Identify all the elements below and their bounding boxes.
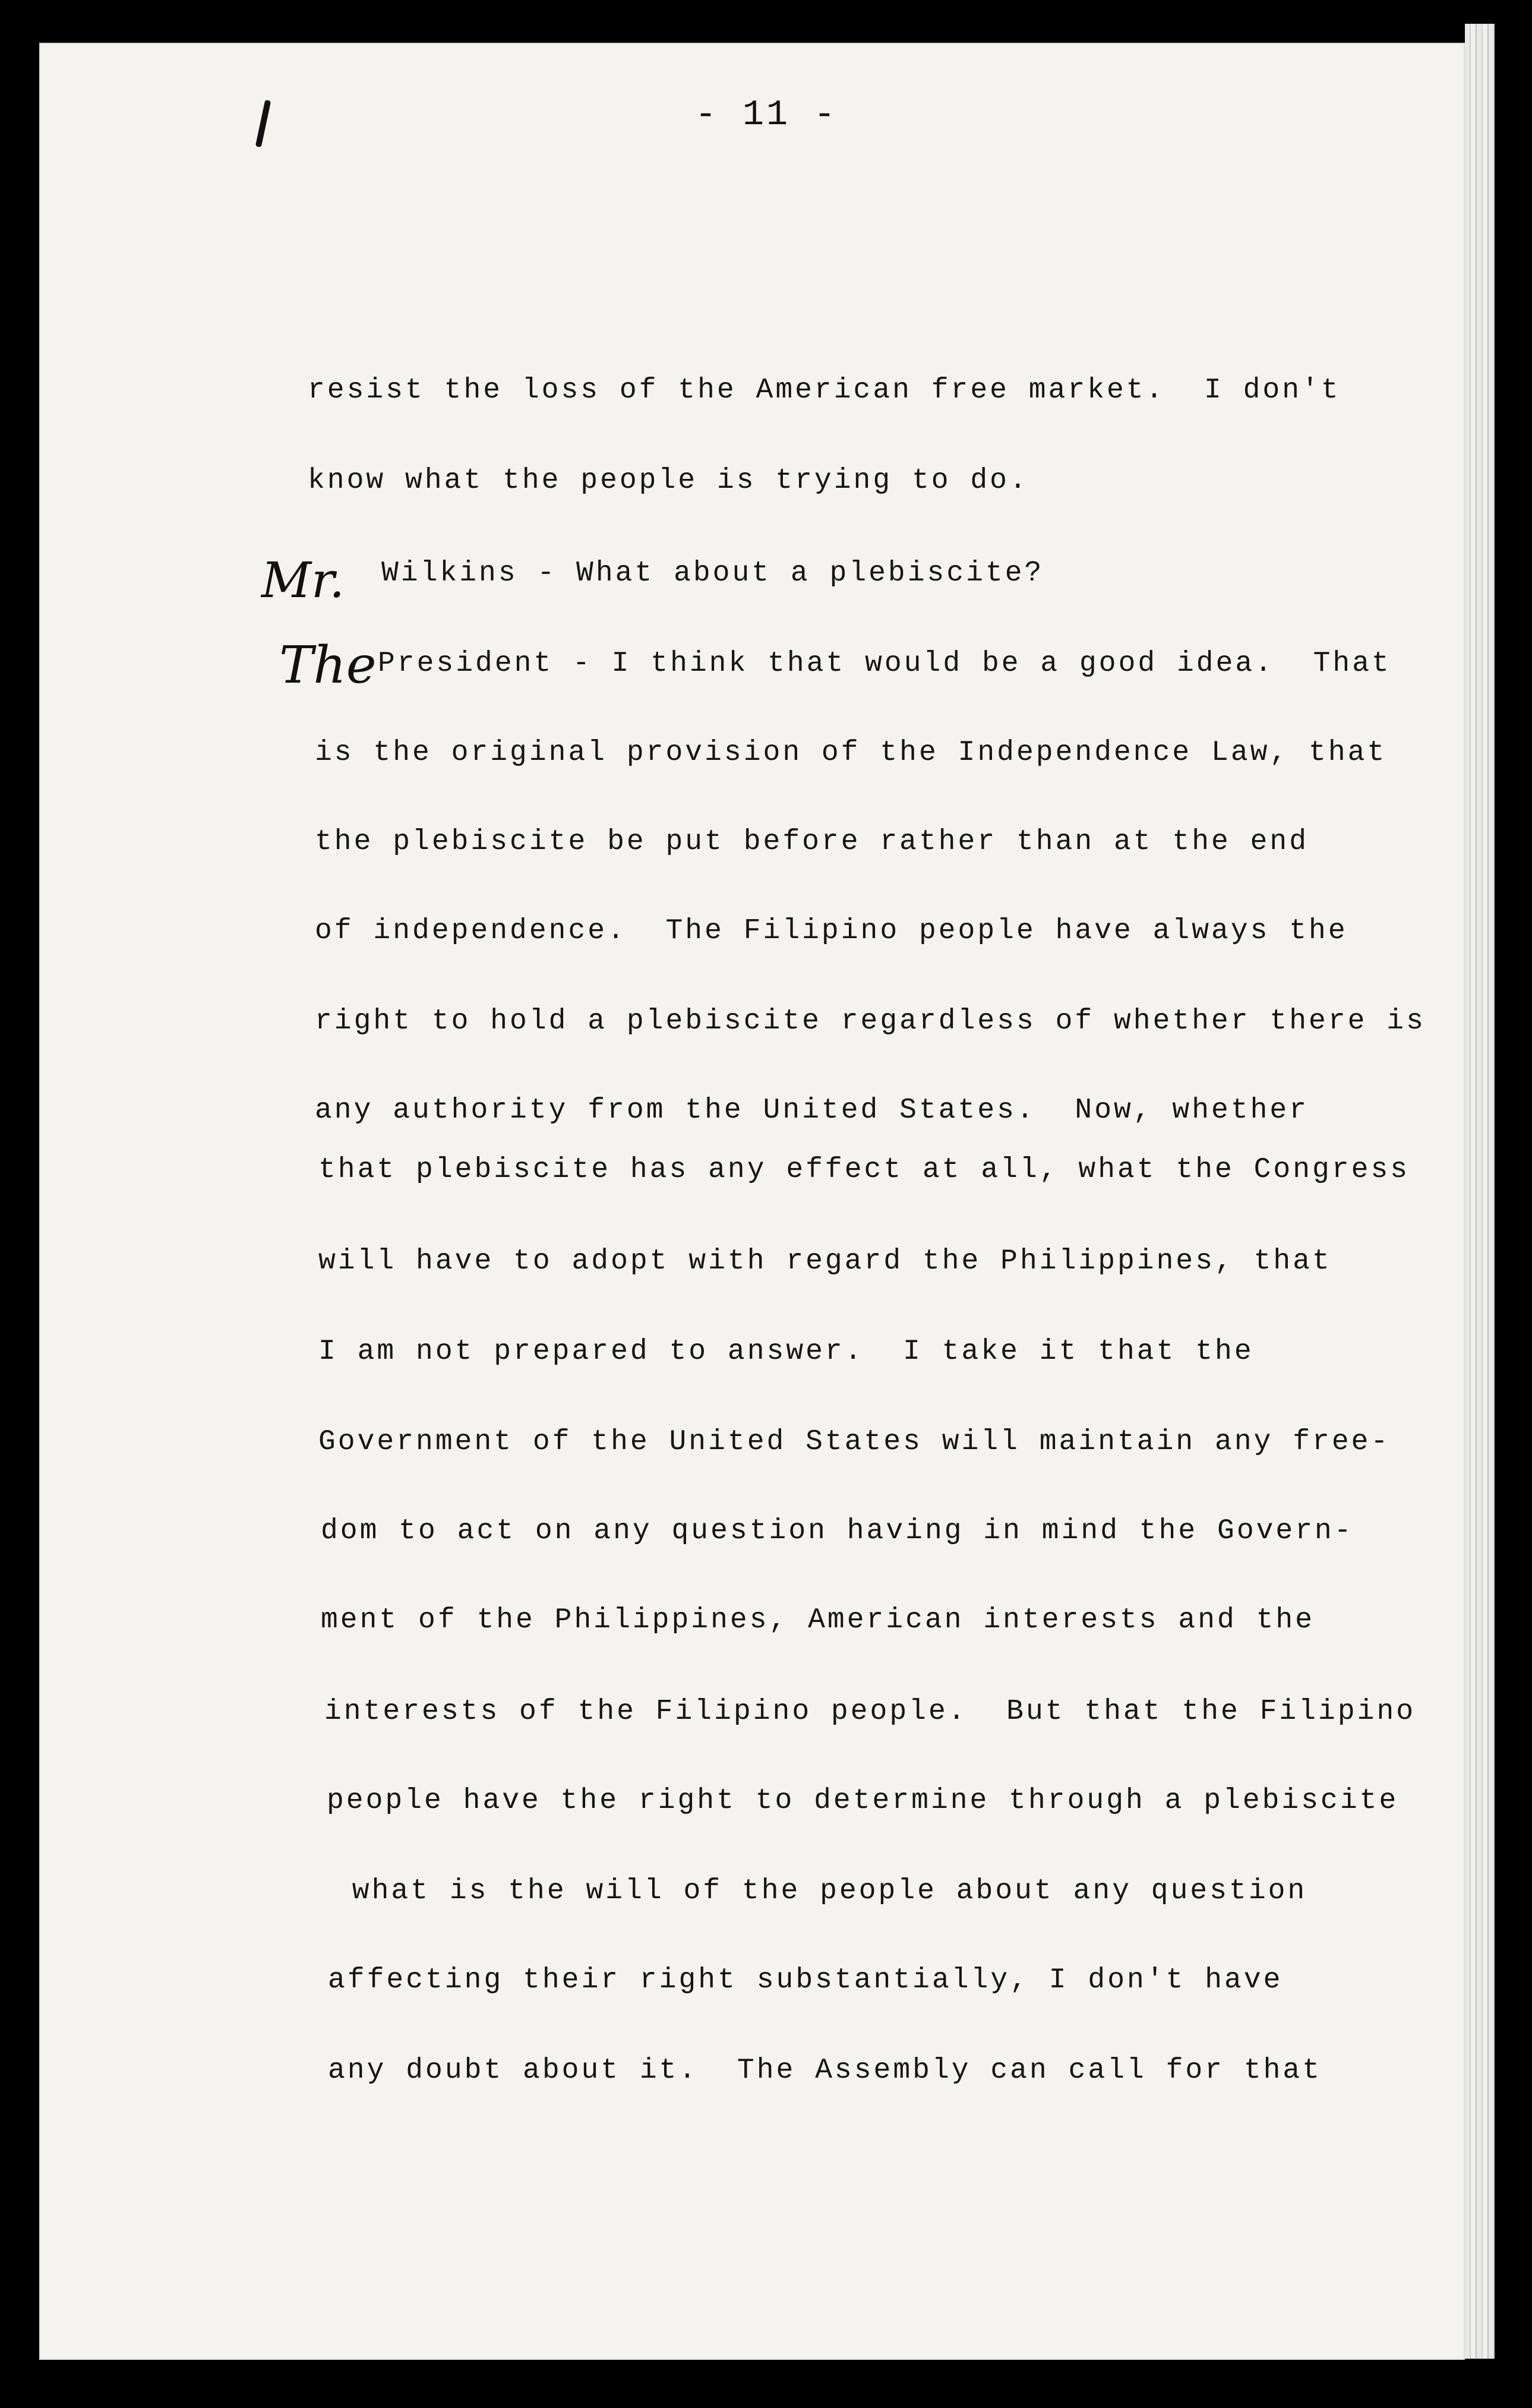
text-line: that plebiscite has any effect at all, what the Congress bbox=[318, 1154, 1410, 1186]
handwritten-mr: Mr. bbox=[261, 553, 345, 609]
page-edge bbox=[1465, 24, 1495, 2359]
text-line: resist the loss of the American free market. I don't bbox=[308, 374, 1341, 406]
text-line: will have to adopt with regard the Philippines, that bbox=[318, 1245, 1332, 1277]
text-line: right to hold a plebiscite regardless of whether there is bbox=[315, 1005, 1426, 1037]
speaker-line: President - I think that would be a good idea. That bbox=[378, 648, 1391, 680]
text-line: ment of the Philippines, American interests and the bbox=[321, 1604, 1315, 1636]
page-number: - 11 - bbox=[695, 95, 838, 135]
text-line: people have the right to determine through a plebiscite bbox=[327, 1785, 1399, 1817]
text-line: is the original provision of the Independence Law, that bbox=[315, 737, 1387, 769]
text-line: Government of the United States will maintain any free- bbox=[318, 1426, 1391, 1458]
text-line: the plebiscite be put before rather than at the end bbox=[315, 826, 1309, 858]
handwritten-the: The bbox=[279, 636, 377, 695]
speaker-line: Wilkins - What about a plebiscite? bbox=[381, 557, 1044, 589]
text-line: what is the will of the people about any question bbox=[333, 1875, 1307, 1907]
text-line: any doubt about it. The Assembly can call for that bbox=[328, 2054, 1322, 2087]
text-line: any authority from the United States. Now, whether bbox=[315, 1094, 1309, 1126]
text-line: know what the people is trying to do. bbox=[308, 465, 1029, 497]
text-line: of independence. The Filipino people have always the bbox=[315, 915, 1348, 947]
text-line: affecting their right substantially, I don't have bbox=[328, 1964, 1283, 1996]
text-line: interests of the Filipino people. But that the Filipino bbox=[324, 1696, 1416, 1728]
text-line: I am not prepared to answer. I take it that the bbox=[318, 1336, 1254, 1368]
text-line: dom to act on any question having in mind the Govern- bbox=[321, 1515, 1354, 1547]
